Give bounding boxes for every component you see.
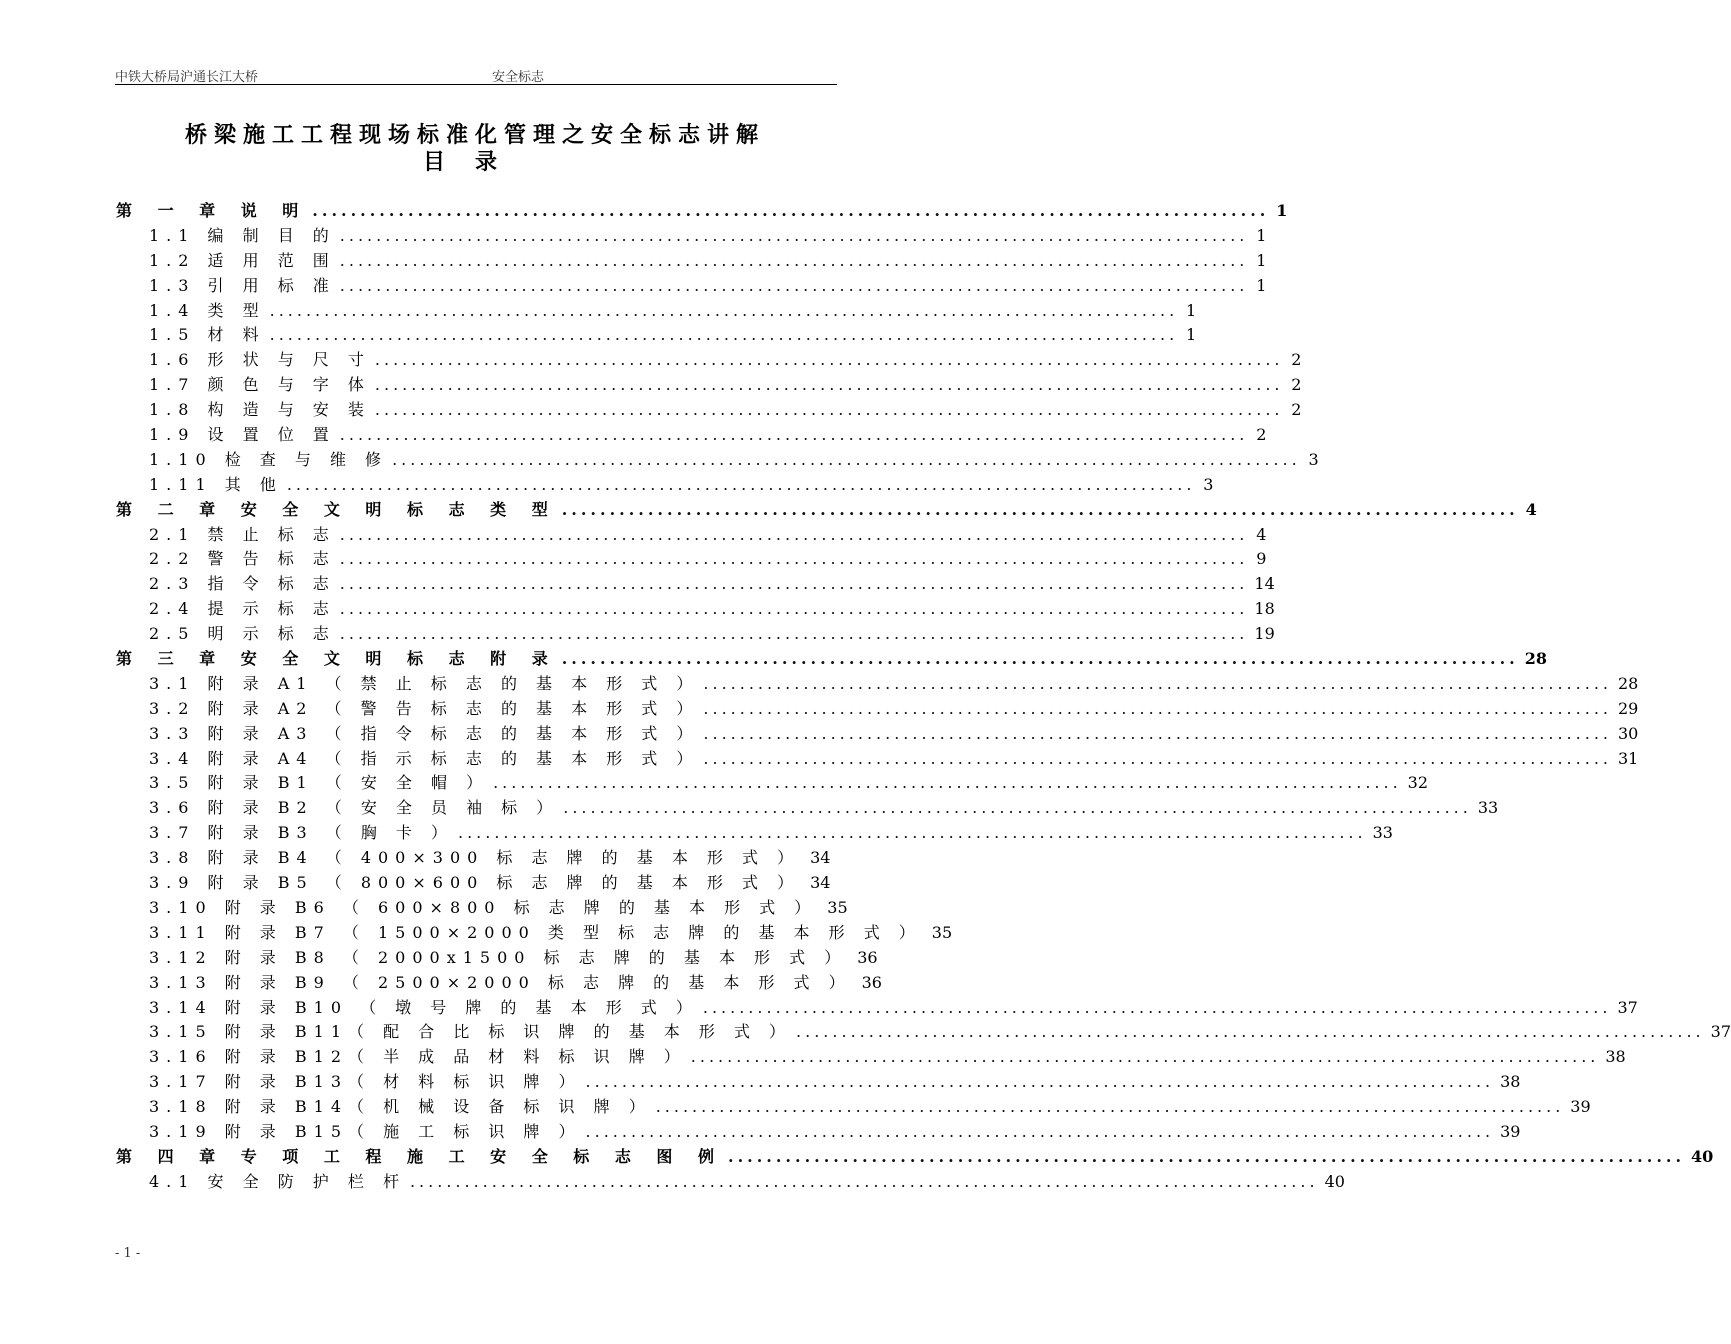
toc-entry-1-10[interactable]: 1.10 检 查 与 维 修 .................................................................................................... 3 bbox=[149, 449, 1319, 469]
toc-entry-2-4[interactable]: 2.4 提 示 标 志 .................................................................................................... 18 bbox=[149, 599, 1275, 619]
toc-entry-1-5[interactable]: 1.5 材 料 .................................................................................................... 1 bbox=[149, 325, 1197, 345]
toc-entry-3-4[interactable]: 3.4 附 录 A4 （ 指 示 标 志 的 基 本 形 式 ） .................................................................................................... 31 bbox=[149, 748, 1639, 768]
toc-entry-3-8[interactable]: 3.8 附 录 B4 （ 400×300 标 志 牌 的 基 本 形 式 ） 34 bbox=[149, 848, 831, 868]
toc-entry-3-7[interactable]: 3.7 附 录 B3 （ 胸 卡 ） .................................................................................................... 33 bbox=[149, 823, 1393, 843]
header-center-text: 安全标志 bbox=[492, 70, 545, 85]
toc-entry-3-15[interactable]: 3.15 附 录 B11（ 配 合 比 标 识 牌 的 基 本 形 式 ） .................................................................................................... 37 bbox=[149, 1022, 1731, 1042]
toc-entry-1-7[interactable]: 1.7 颜 色 与 字 体 .................................................................................................... 2 bbox=[149, 375, 1302, 395]
toc-entry-1-6[interactable]: 1.6 形 状 与 尺 寸 .................................................................................................... 2 bbox=[149, 350, 1302, 370]
toc-entry-3-14[interactable]: 3.14 附 录 B10 （ 墩 号 牌 的 基 本 形 式 ） .................................................................................................... 37 bbox=[149, 997, 1638, 1017]
toc-entry-3-3[interactable]: 3.3 附 录 A3 （ 指 令 标 志 的 基 本 形 式 ） .................................................................................................... 30 bbox=[149, 723, 1639, 743]
toc-entry-2-3[interactable]: 2.3 指 令 标 志 .................................................................................................... 14 bbox=[149, 574, 1275, 594]
toc-entry-4-1[interactable]: 4.1 安 全 防 护 栏 杆 .................................................................................................... 40 bbox=[149, 1171, 1345, 1191]
header-left-text: 中铁大桥局沪通长江大桥 bbox=[115, 70, 259, 85]
toc-entry-chapter-3[interactable]: 第 三 章 安 全 文 明 标 志 附 录 .................................................................................................... 28 bbox=[116, 649, 1548, 669]
toc-entry-3-1[interactable]: 3.1 附 录 A1 （ 禁 止 标 志 的 基 本 形 式 ） .................................................................................................... 28 bbox=[149, 673, 1639, 693]
page-number-footer: - 1 - bbox=[115, 1246, 141, 1261]
toc-entry-3-10[interactable]: 3.10 附 录 B6 （ 600×800 标 志 牌 的 基 本 形 式 ） 35 bbox=[149, 897, 848, 917]
toc-entry-1-8[interactable]: 1.8 构 造 与 安 装 .................................................................................................... 2 bbox=[149, 400, 1302, 420]
toc-entry-chapter-2[interactable]: 第 二 章 安 全 文 明 标 志 类 型 .................................................................................................... 4 bbox=[116, 499, 1537, 519]
toc-entry-3-9[interactable]: 3.9 附 录 B5 （ 800×600 标 志 牌 的 基 本 形 式 ） 34 bbox=[149, 873, 831, 893]
toc-entry-3-6[interactable]: 3.6 附 录 B2 （ 安 全 员 袖 标 ） .................................................................................................... 33 bbox=[149, 798, 1499, 818]
toc-entry-1-1[interactable]: 1.1 编 制 目 的 .................................................................................................... 1 bbox=[149, 225, 1267, 245]
toc-entry-1-3[interactable]: 1.3 引 用 标 准 .................................................................................................... 1 bbox=[149, 275, 1267, 295]
toc-entry-3-13[interactable]: 3.13 附 录 B9 （ 2500×2000 标 志 牌 的 基 本 形 式 ） 36 bbox=[149, 972, 882, 992]
page-header bbox=[115, 62, 837, 85]
toc-entry-1-4[interactable]: 1.4 类 型 .................................................................................................... 1 bbox=[149, 300, 1197, 320]
toc-entry-3-16[interactable]: 3.16 附 录 B12（ 半 成 品 材 料 标 识 牌 ） .................................................................................................... 38 bbox=[149, 1047, 1626, 1067]
toc-entry-2-2[interactable]: 2.2 警 告 标 志 .................................................................................................... 9 bbox=[149, 549, 1267, 569]
toc-entry-1-9[interactable]: 1.9 设 置 位 置 .................................................................................................... 2 bbox=[149, 425, 1267, 445]
toc-entry-2-5[interactable]: 2.5 明 示 标 志 .................................................................................................... 19 bbox=[149, 624, 1275, 644]
toc-entry-1-2[interactable]: 1.2 适 用 范 围 .................................................................................................... 1 bbox=[149, 250, 1267, 270]
toc-entry-1-11[interactable]: 1.11 其 他 .................................................................................................... 3 bbox=[149, 474, 1214, 494]
toc-entry-3-17[interactable]: 3.17 附 录 B13（ 材 料 标 识 牌 ） .................................................................................................... 38 bbox=[149, 1072, 1521, 1092]
toc-entry-3-18[interactable]: 3.18 附 录 B14（ 机 械 设 备 标 识 牌 ） .................................................................................................... 39 bbox=[149, 1097, 1591, 1117]
toc-heading: 目录 bbox=[422, 150, 527, 175]
toc-entry-3-11[interactable]: 3.11 附 录 B7 （ 1500×2000 类 型 标 志 牌 的 基 本 形 式 ） 35 bbox=[149, 922, 953, 942]
toc-entry-3-5[interactable]: 3.5 附 录 B1 （ 安 全 帽 ） .................................................................................................... 32 bbox=[149, 773, 1429, 793]
document-title: 桥梁施工工程现场标准化管理之安全标志讲解 bbox=[184, 123, 765, 148]
toc-entry-2-1[interactable]: 2.1 禁 止 标 志 .................................................................................................... 4 bbox=[149, 524, 1267, 544]
toc-entry-3-2[interactable]: 3.2 附 录 A2 （ 警 告 标 志 的 基 本 形 式 ） .................................................................................................... 29 bbox=[149, 698, 1639, 718]
toc-entry-chapter-4[interactable]: 第 四 章 专 项 工 程 施 工 安 全 标 志 图 例 .................................................................................................... 40 bbox=[116, 1146, 1714, 1166]
toc-entry-3-12[interactable]: 3.12 附 录 B8 （ 2000x1500 标 志 牌 的 基 本 形 式 ） 36 bbox=[149, 947, 878, 967]
toc-entry-3-19[interactable]: 3.19 附 录 B15（ 施 工 标 识 牌 ） .................................................................................................... 39 bbox=[149, 1121, 1521, 1141]
toc-entry-chapter-1[interactable]: 第 一 章 说 明 .................................................................................................... 1 bbox=[116, 201, 1288, 220]
table-of-contents bbox=[116, 199, 1731, 1195]
